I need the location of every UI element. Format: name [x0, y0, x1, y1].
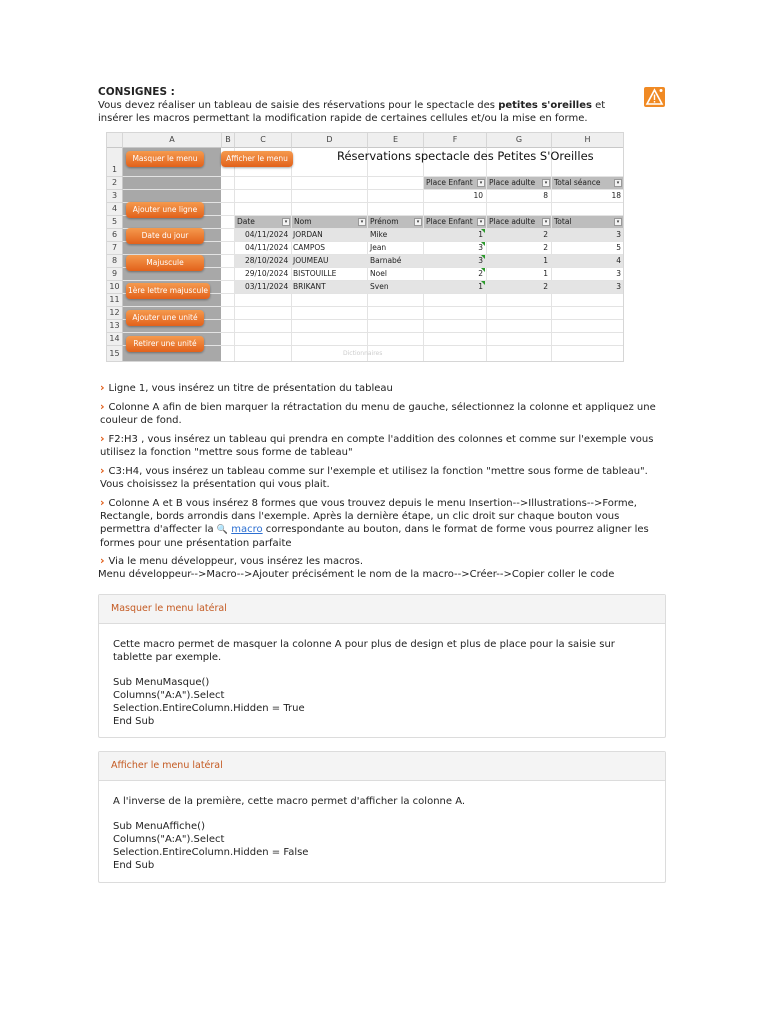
search-icon: 🔍: [216, 525, 229, 535]
sheet-title: Réservations spectacle des Petites S'Oreilles: [337, 149, 594, 163]
filter-dropdown-icon[interactable]: ▾: [614, 179, 622, 187]
filter-dropdown-icon[interactable]: ▾: [414, 218, 422, 226]
summary-value-total: 18: [611, 191, 621, 200]
row-header-4: 4: [107, 203, 123, 216]
row-header-1: 1: [107, 148, 123, 177]
cell-total: 3: [616, 282, 621, 291]
filter-dropdown-icon[interactable]: ▾: [542, 179, 550, 187]
cell-nom: JOUMEAU: [293, 256, 329, 265]
chevron-right-icon: ›: [100, 464, 105, 477]
cell-place-enfant: 1: [478, 282, 483, 291]
column-header-h: H: [552, 133, 624, 148]
cell-prenom: Sven: [370, 282, 389, 291]
watermark-text: Dictionnaires: [343, 350, 383, 357]
macro-code: Sub MenuAffiche() Columns("A:A").Select Selection.EntireColumn.Hidden = False End Sub: [113, 821, 309, 871]
row-header-14: 14: [107, 333, 123, 346]
macro-description: A l'inverse de la première, cette macro permet d'afficher la colonne A.: [113, 796, 466, 807]
masquer-menu-button[interactable]: Masquer le menu: [126, 151, 204, 167]
filter-dropdown-icon[interactable]: ▾: [477, 179, 485, 187]
retirer-unite-button[interactable]: Retirer une unité: [126, 336, 204, 352]
cell-date: 04/11/2024: [245, 230, 289, 239]
row-header-12: 12: [107, 307, 123, 320]
macro-link[interactable]: macro: [231, 524, 263, 535]
column-header-e: E: [368, 133, 424, 148]
table-header-prenom: Prénom ▾: [368, 216, 423, 228]
chevron-right-icon: ›: [100, 554, 105, 567]
cell-total: 3: [616, 269, 621, 278]
cell-nom: CAMPOS: [293, 243, 326, 252]
summary-value-adulte: 8: [543, 191, 548, 200]
column-header-d: D: [292, 133, 368, 148]
cell-place-adulte: 2: [543, 230, 548, 239]
cell-total: 5: [616, 243, 621, 252]
afficher-menu-button[interactable]: Afficher le menu: [221, 151, 293, 167]
column-header-c: C: [235, 133, 292, 148]
row-header-11: 11: [107, 294, 123, 307]
filter-dropdown-icon[interactable]: ▾: [477, 218, 485, 226]
filter-dropdown-icon[interactable]: ▾: [542, 218, 550, 226]
cell-place-adulte: 1: [543, 256, 548, 265]
instruction-5: › Colonne A et B vous insérez 8 formes que vous trouvez depuis le menu Insertion-->Illustrations-->Forme, Rectangle, bords arrondis dans l'exemple. Après la dernière étape, un clic droit sur chaque bouton vous permettra d'affecter la 🔍 macro correspondante au bouton, dans le format de forme vous pourrez aligner les formes pour une présentation parfaite: [100, 496, 649, 549]
cell-place-enfant: 3: [478, 243, 483, 252]
cell-nom: BISTOUILLE: [293, 269, 337, 278]
cell-prenom: Jean: [370, 243, 387, 252]
table-header-place-adulte: Place adulte ▾: [487, 216, 551, 228]
row-header-10: 10: [107, 281, 123, 294]
table-header-nom: Nom ▾: [292, 216, 367, 228]
cell-prenom: Noel: [370, 269, 387, 278]
cell-place-enfant: 3: [478, 256, 483, 265]
row-header-6: 6: [107, 229, 123, 242]
row-header-2: 2: [107, 177, 123, 190]
chevron-right-icon: ›: [100, 381, 105, 394]
cell-place-enfant: 1: [478, 230, 483, 239]
row-header-9: 9: [107, 268, 123, 281]
cell-date: 04/11/2024: [245, 243, 289, 252]
summary-header-enfant: Place Enfant ▾: [424, 177, 486, 189]
macro-box-masquer: [98, 594, 666, 738]
column-header-g: G: [487, 133, 552, 148]
summary-header-total: Total séance ▾: [552, 177, 623, 189]
row-header-5: 5: [107, 216, 123, 229]
consignes-text: Vous devez réaliser un tableau de saisie des réservations pour le spectacle des petites s'oreilles et insérer les macros permettant la modification rapide de certaines cellules et/ou la mise en forme.: [98, 100, 606, 124]
instruction-2: › Colonne A afin de bien marquer la rétractation du menu de gauche, sélectionnez la colonne et appliquez une couleur de fond.: [100, 400, 656, 426]
table-header-place-enfant: Place Enfant ▾: [424, 216, 486, 228]
date-jour-button[interactable]: Date du jour: [126, 228, 204, 244]
table-header-date: Date ▾: [235, 216, 291, 228]
consignes-title: CONSIGNES :: [98, 86, 175, 98]
filter-dropdown-icon[interactable]: ▾: [282, 218, 290, 226]
instruction-1: › Ligne 1, vous insérez un titre de présentation du tableau: [100, 381, 393, 394]
warning-triangle-icon[interactable]: [644, 87, 665, 107]
cell-date: 29/10/2024: [245, 269, 289, 278]
summary-value-enfant: 10: [473, 191, 483, 200]
row-header-8: 8: [107, 255, 123, 268]
row-header-13: 13: [107, 320, 123, 333]
chevron-right-icon: ›: [100, 400, 105, 413]
premiere-lettre-majuscule-button[interactable]: 1ère lettre majuscule: [126, 283, 210, 299]
column-header-f: F: [424, 133, 487, 148]
cell-date: 03/11/2024: [245, 282, 289, 291]
spreadsheet-screenshot: [106, 132, 624, 362]
column-header-b: B: [222, 133, 235, 148]
row-header-3: 3: [107, 190, 123, 203]
row-header-7: 7: [107, 242, 123, 255]
filter-dropdown-icon[interactable]: ▾: [358, 218, 366, 226]
macro-box-title: Afficher le menu latéral: [99, 752, 665, 781]
cell-prenom: Barnabé: [370, 256, 402, 265]
select-all-corner: [107, 133, 123, 148]
cell-total: 3: [616, 230, 621, 239]
cell-total: 4: [616, 256, 621, 265]
cell-prenom: Mike: [370, 230, 388, 239]
chevron-right-icon: ›: [100, 432, 105, 445]
cell-place-enfant: 2: [478, 269, 483, 278]
macro-box-title: Masquer le menu latéral: [99, 595, 665, 624]
consignes-bold: petites s'oreilles: [498, 100, 592, 111]
ajouter-unite-button[interactable]: Ajouter une unité: [126, 310, 204, 326]
ajouter-ligne-button[interactable]: Ajouter une ligne: [126, 202, 204, 218]
cell-nom: JORDAN: [293, 230, 323, 239]
instruction-6: › Via le menu développeur, vous insérez les macros.: [100, 554, 364, 567]
instruction-3: › F2:H3 , vous insérez un tableau qui prendra en compte l'addition des colonnes et comme sur l'exemple vous utilisez la fonction "mettre sous forme de tableau": [100, 432, 654, 458]
row-header-15: 15: [107, 346, 123, 362]
summary-header-adulte: Place adulte ▾: [487, 177, 551, 189]
chevron-right-icon: ›: [100, 496, 105, 509]
cell-place-adulte: 2: [543, 282, 548, 291]
macro-code: Sub MenuMasque() Columns("A:A").Select Selection.EntireColumn.Hidden = True End Sub: [113, 677, 305, 727]
cell-date: 28/10/2024: [245, 256, 289, 265]
table-header-total: Total ▾: [552, 216, 623, 228]
cell-place-adulte: 1: [543, 269, 548, 278]
filter-dropdown-icon[interactable]: ▾: [614, 218, 622, 226]
cell-place-adulte: 2: [543, 243, 548, 252]
majuscule-button[interactable]: Majuscule: [126, 255, 204, 271]
column-header-a: A: [123, 133, 222, 148]
macro-description: Cette macro permet de masquer la colonne A pour plus de design et plus de place pour la saisie sur tablette par exemple.: [113, 639, 615, 663]
cell-nom: BRIKANT: [293, 282, 326, 291]
instruction-4: › C3:H4, vous insérez un tableau comme sur l'exemple et utilisez la fonction "mettre sous forme de tableau". Vous choisissez la présentation qui vous plait.: [100, 464, 648, 490]
instruction-6-line2: Menu développeur-->Macro-->Ajouter précisément le nom de la macro-->Créer-->Copier coller le code: [98, 569, 615, 580]
macro-box-afficher: [98, 751, 666, 883]
